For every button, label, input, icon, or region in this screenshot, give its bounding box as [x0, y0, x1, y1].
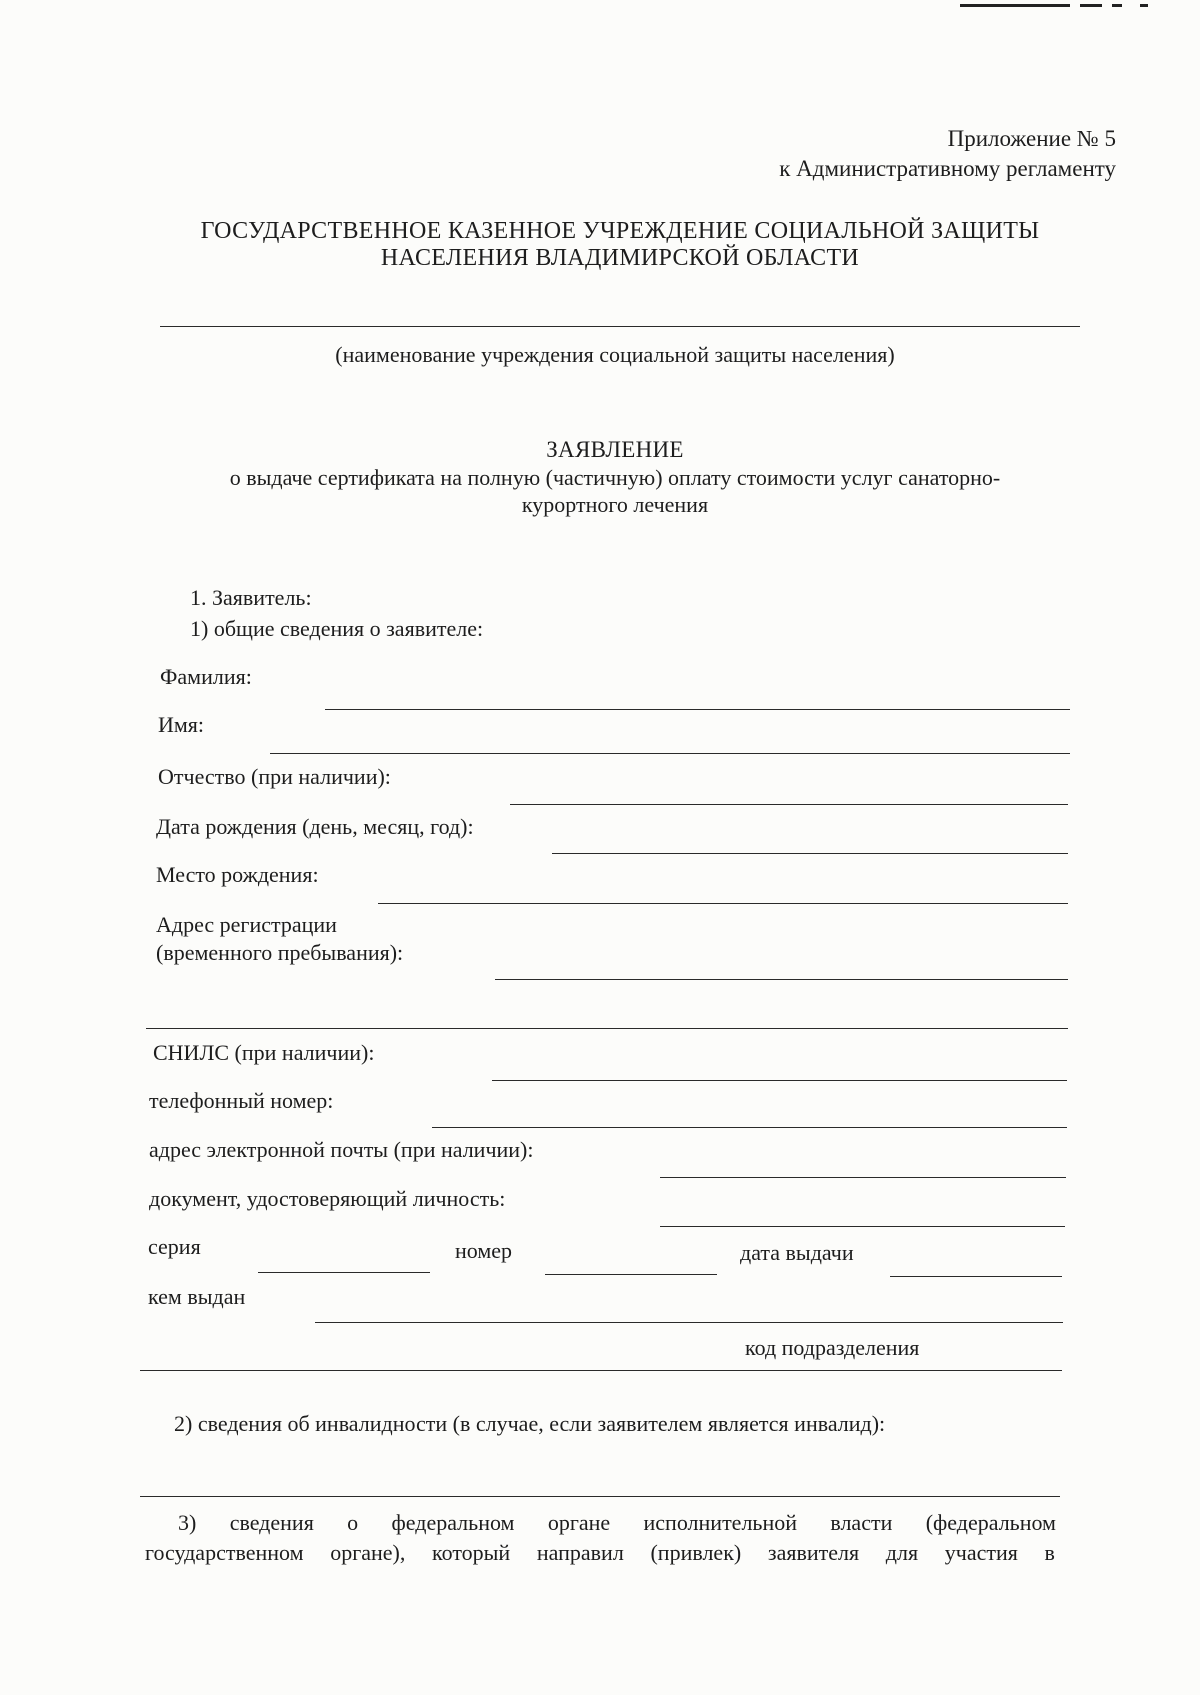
document-title: ЗАЯВЛЕНИЕ — [546, 437, 684, 462]
section3-word: органе — [547, 1510, 611, 1535]
id-document-field[interactable] — [660, 1226, 1065, 1227]
surname-field[interactable] — [325, 709, 1070, 710]
section3-line2 — [145, 1540, 1055, 1566]
section3-word: для — [885, 1540, 919, 1565]
address-field-line2[interactable] — [146, 1028, 1068, 1029]
section2-text: 2) сведения об инвалидности (в случае, если заявителем является инвалид): — [174, 1411, 886, 1436]
address-field-line1[interactable] — [495, 979, 1068, 980]
disability-field[interactable] — [140, 1496, 1060, 1497]
birth-place-label: Место рождения: — [156, 862, 319, 887]
section1-subheading: 1) общие сведения о заявителе: — [190, 616, 484, 641]
section3-word: органе), — [330, 1540, 406, 1565]
division-code-label: код подразделения — [745, 1335, 920, 1360]
address-label-line2: (временного пребывания): — [156, 940, 404, 965]
phone-label: телефонный номер: — [149, 1088, 334, 1113]
issue-date-label: дата выдачи — [740, 1240, 854, 1265]
section3-word: (привлек) — [650, 1540, 742, 1565]
scan-artifact — [960, 4, 1070, 7]
id-document-label: документ, удостоверяющий личность: — [149, 1186, 506, 1211]
issued-by-label: кем выдан — [148, 1284, 246, 1309]
issue-date-field[interactable] — [890, 1276, 1062, 1277]
birth-date-field[interactable] — [552, 853, 1068, 854]
series-label: серия — [148, 1234, 201, 1259]
number-label: номер — [455, 1238, 513, 1263]
division-code-field[interactable] — [140, 1370, 1062, 1371]
section3-word: о — [347, 1510, 359, 1535]
document-subtitle-line2: курортного лечения — [521, 492, 709, 517]
scan-artifact — [1140, 4, 1148, 7]
appendix-number: Приложение № 5 — [947, 126, 1116, 151]
section1-heading: 1. Заявитель: — [190, 585, 312, 610]
birth-date-label: Дата рождения (день, месяц, год): — [156, 814, 474, 839]
phone-field[interactable] — [432, 1127, 1067, 1128]
scan-artifact — [1112, 4, 1122, 7]
appendix-reference: к Административному регламенту — [779, 156, 1116, 181]
patronymic-field[interactable] — [510, 804, 1068, 805]
name-label: Имя: — [158, 712, 205, 737]
section3-word: заявителя — [767, 1540, 860, 1565]
snils-field[interactable] — [492, 1080, 1067, 1081]
section3-line1 — [178, 1510, 1056, 1536]
org-name-caption: (наименование учреждения социальной защиты населения) — [335, 342, 895, 367]
org-name-line2: НАСЕЛЕНИЯ ВЛАДИМИРСКОЙ ОБЛАСТИ — [380, 245, 860, 271]
series-field[interactable] — [258, 1272, 430, 1273]
section3-word: который — [432, 1540, 511, 1565]
section3-word: 3) — [178, 1510, 197, 1535]
section3-word: сведения — [229, 1510, 314, 1535]
section3-word: направил — [536, 1540, 624, 1565]
snils-label: СНИЛС (при наличии): — [153, 1040, 375, 1065]
email-label: адрес электронной почты (при наличии): — [149, 1137, 534, 1162]
document-subtitle-line1: о выдаче сертификата на полную (частичную) оплату стоимости услуг санаторно- — [229, 465, 1001, 490]
section3-word: федеральном — [391, 1510, 515, 1535]
address-label-line1: Адрес регистрации — [156, 912, 337, 937]
section3-word: исполнительной — [643, 1510, 797, 1535]
issued-by-field[interactable] — [315, 1322, 1063, 1323]
section3-word: власти — [830, 1510, 893, 1535]
email-field[interactable] — [660, 1177, 1066, 1178]
name-field[interactable] — [270, 753, 1070, 754]
patronymic-label: Отчество (при наличии): — [158, 764, 391, 789]
section3-word: (федеральном — [925, 1510, 1056, 1535]
section3-word: участия — [944, 1540, 1018, 1565]
birth-place-field[interactable] — [378, 903, 1068, 904]
scan-artifact — [1080, 4, 1102, 7]
org-name-line1: ГОСУДАРСТВЕННОЕ КАЗЕННОЕ УЧРЕЖДЕНИЕ СОЦИАЛЬНОЙ ЗАЩИТЫ — [200, 218, 1040, 244]
section3-word: государственном — [145, 1540, 304, 1565]
surname-label: Фамилия: — [160, 664, 252, 689]
section3-word: в — [1044, 1540, 1055, 1565]
number-field[interactable] — [545, 1274, 717, 1275]
org-name-underline — [160, 326, 1080, 327]
